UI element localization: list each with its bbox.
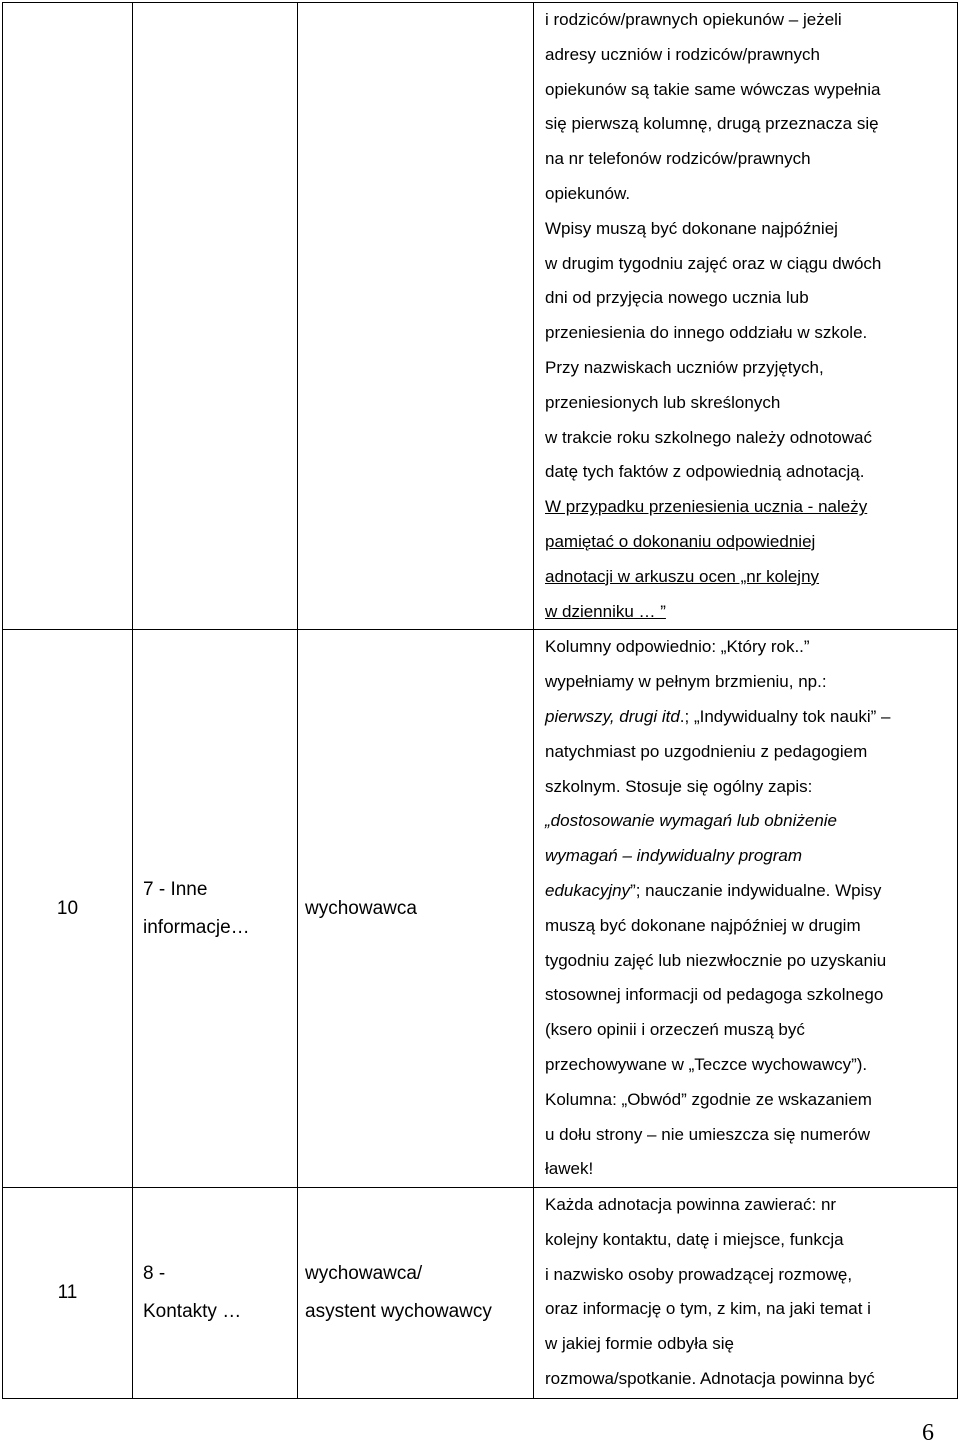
description-line: Kolumna: „Obwód” zgodnie ze wskazaniem (545, 1089, 872, 1109)
description-line: ławek! (545, 1159, 594, 1179)
section-name: Kontakty … (143, 1301, 242, 1323)
responsible-cell (298, 1188, 534, 1399)
table-row (3, 1188, 958, 1399)
row-number: 10 (56, 897, 79, 919)
description-line (545, 874, 953, 909)
description-line: Wpisy muszą być dokonane najpóźniej (545, 218, 838, 238)
underlined-note-line: w dzienniku … ” (545, 601, 666, 621)
description-line (545, 700, 953, 735)
description-cell (534, 1188, 958, 1399)
description-line: i rodziców/prawnych opiekunów – jeżeli (545, 10, 842, 29)
description-line: się pierwszą kolumnę, drugą przeznacza się (545, 114, 879, 134)
italic-text: edukacyjny (545, 880, 631, 900)
underlined-note-line: W przypadku przeniesienia ucznia - należy (545, 497, 868, 517)
responsible-cell (298, 630, 534, 1188)
description-line: Każda adnotacja powinna zawierać: nr (545, 1195, 837, 1215)
description-line: kolejny kontaktu, datę i miejsce, funkcja (545, 1229, 844, 1249)
description-line: oraz informację o tym, z kim, na jaki temat i (545, 1299, 871, 1319)
section-cell (133, 1188, 298, 1399)
responsible-person: wychowawca/ (305, 1263, 423, 1285)
italic-text: pierwszy, drugi itd (545, 706, 680, 726)
plain-text: ”; nauczanie indywidualne. Wpisy (630, 880, 882, 900)
responsible-person: asystent wychowawcy (305, 1301, 492, 1323)
description-line: szkolnym. Stosuje się ogólny zapis: (545, 776, 813, 796)
table-row (3, 3, 958, 630)
description-line: opiekunów są takie same wówczas wypełnia (545, 79, 881, 99)
description-line: rozmowa/spotkanie. Adnotacja powinna być (545, 1369, 875, 1389)
description-line: opiekunów. (545, 183, 631, 203)
section-number: 8 - (143, 1263, 166, 1285)
description-line: Przy nazwiskach uczniów przyjętych, (545, 357, 824, 377)
description-line: stosownej informacji od pedagoga szkolnego (545, 985, 884, 1005)
row-number-cell (3, 1188, 133, 1399)
description-line: muszą być dokonane najpóźniej w drugim (545, 915, 861, 935)
description-line: (ksero opinii i orzeczeń muszą być (545, 1020, 805, 1040)
description-line: w jakiej formie odbyła się (545, 1334, 734, 1354)
row-number-cell (3, 630, 133, 1188)
description-line: Kolumny odpowiednio: „Który rok..” (545, 637, 810, 657)
underlined-note-line: pamiętać o dokonaniu odpowiedniej (545, 531, 816, 551)
description-line: wymagań – indywidualny program (545, 846, 803, 866)
description-line: na nr telefonów rodziców/prawnych (545, 149, 811, 169)
description-line: adresy uczniów i rodziców/prawnych (545, 44, 820, 64)
responsible-cell (298, 3, 534, 630)
description-line: u dołu strony – nie umieszcza się numerów (545, 1124, 871, 1144)
description-line: w drugim tygodniu zajęć oraz w ciągu dwóch (545, 253, 882, 273)
description-line: w trakcie roku szkolnego należy odnotować (545, 427, 872, 447)
row-number: 11 (57, 1282, 78, 1304)
page-number: 6 (922, 1420, 934, 1446)
description-cell (534, 3, 958, 630)
description-line: przeniesienia do innego oddziału w szkole. (545, 323, 868, 343)
underlined-note-line: adnotacji w arkuszu ocen „nr kolejny (545, 566, 820, 586)
description-cell (534, 630, 958, 1188)
description-line: dni od przyjęcia nowego ucznia lub (545, 288, 809, 308)
description-line: datę tych faktów z odpowiednią adnotacją. (545, 462, 865, 482)
row-number-cell (3, 3, 133, 630)
description-line: przeniesionych lub skreślonych (545, 392, 781, 412)
description-line: przechowywane w „Teczce wychowawcy”). (545, 1054, 868, 1074)
description-line: wypełniamy w pełnym brzmieniu, np.: (545, 672, 827, 692)
responsible-person: wychowawca (305, 897, 417, 919)
description-line: „dostosowanie wymagań lub obniżenie (545, 811, 838, 831)
plain-text: .; „Indywidualny tok nauki” – (679, 706, 891, 726)
table-row (3, 630, 958, 1188)
section-cell (133, 630, 298, 1188)
description-line: tygodniu zajęć lub niezwłocznie po uzyskaniu (545, 950, 887, 970)
section-cell (133, 3, 298, 630)
section-name: informacje… (143, 916, 250, 938)
section-number: 7 - Inne (143, 878, 208, 900)
description-line: i nazwisko osoby prowadzącej rozmowę, (545, 1264, 853, 1284)
description-line: natychmiast po uzgodnieniu z pedagogiem (545, 741, 868, 761)
instructions-table (2, 2, 958, 1399)
